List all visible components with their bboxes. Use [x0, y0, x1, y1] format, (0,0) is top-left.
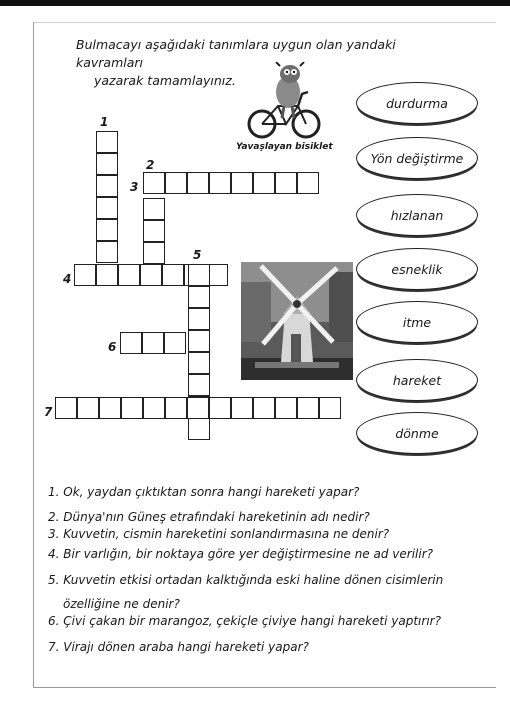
- crossword-cell: [121, 397, 143, 419]
- crossword-cell: [143, 172, 165, 194]
- concept-hareket: hareket: [356, 359, 478, 401]
- concept-hizlanan: hızlanan: [356, 194, 478, 236]
- crossword-cell: [74, 264, 96, 286]
- crossword-cell: [231, 172, 253, 194]
- clue-number-3: 3: [130, 180, 139, 194]
- crossword-cell: [99, 397, 121, 419]
- crossword-cell: [253, 172, 275, 194]
- crossword-cell: [142, 332, 164, 354]
- clue-number-5: 5: [193, 248, 202, 262]
- crossword-cell: [96, 197, 118, 219]
- question-6: 6. Çivi çakan bir marangoz, çekiçle çiviye hangi hareketi yaptırır?: [48, 614, 441, 628]
- crossword-cell: [164, 332, 186, 354]
- crossword-cell: [96, 153, 118, 175]
- bike-caption: Yavaşlayan bisiklet: [236, 142, 333, 152]
- clue-number-1: 1: [100, 115, 109, 129]
- concept-yon-degistirme: Yön değiştirme: [356, 137, 478, 179]
- crossword-cell: [120, 332, 142, 354]
- clue-number-2: 2: [146, 158, 155, 172]
- crossword-cell: [209, 397, 231, 419]
- instruction-line-2: yazarak tamamlayınız.: [94, 73, 236, 88]
- crossword-cell: [118, 264, 140, 286]
- crossword-cell: [187, 397, 209, 419]
- crossword-cell: [209, 172, 231, 194]
- crossword-cell: [231, 397, 253, 419]
- crossword-cell: [188, 330, 210, 352]
- crossword-cell: [188, 374, 210, 396]
- crossword-cell: [275, 397, 297, 419]
- crossword-cell: [96, 219, 118, 241]
- clue-number-4: 4: [63, 272, 72, 286]
- question-7: 7. Virajı dönen araba hangi hareketi yapar?: [48, 640, 309, 654]
- question-1: 1. Ok, yaydan çıktıktan sonra hangi hareketi yapar?: [48, 485, 360, 499]
- crossword-cell: [275, 172, 297, 194]
- crossword-cell: [187, 172, 209, 194]
- crossword-cell: [96, 131, 118, 153]
- question-4: 4. Bir varlığın, bir noktaya göre yer değiştirmesine ne ad verilir?: [48, 547, 434, 561]
- question-2: 2. Dünya'nın Güneş etrafındaki hareketinin adı nedir?: [48, 510, 370, 524]
- question-5: 5. Kuvvetin etkisi ortadan kalktığında eski haline dönen cisimlerin: [48, 573, 444, 587]
- crossword-cell: [165, 172, 187, 194]
- clue-number-6: 6: [108, 340, 117, 354]
- crossword-cell: [188, 286, 210, 308]
- crossword-cell: [188, 418, 210, 440]
- crossword-cell: [96, 264, 118, 286]
- crossword-cell: [77, 397, 99, 419]
- crossword-cell: [55, 397, 77, 419]
- crossword-cell: [162, 264, 184, 286]
- concept-esneklik: esneklik: [356, 248, 478, 290]
- crossword-cell: [188, 308, 210, 330]
- crossword-cell: [253, 397, 275, 419]
- cyclist-illustration: [246, 62, 322, 140]
- concept-durdurma: durdurma: [356, 82, 478, 124]
- question-3: 3. Kuvvetin, cismin hareketini sonlandırmasına ne denir?: [48, 527, 390, 541]
- clue-number-7: 7: [44, 405, 53, 419]
- windmill-photo: [241, 262, 353, 380]
- crossword-cell: [143, 220, 165, 242]
- crossword-cell: [143, 242, 165, 264]
- question-5-continued: özelliğine ne denir?: [63, 597, 180, 611]
- crossword-cell: [143, 198, 165, 220]
- crossword-cell: [96, 241, 118, 263]
- instruction-line-1: Bulmacayı aşağıdaki tanımlara uygun olan yandaki kavramları: [76, 37, 396, 70]
- crossword-cell: [140, 264, 162, 286]
- crossword-cell: [319, 397, 341, 419]
- crossword-cell: [96, 175, 118, 197]
- crossword-cell: [165, 397, 187, 419]
- scan-top-edge: [0, 0, 510, 6]
- crossword-cell: [143, 397, 165, 419]
- crossword-cell: [297, 172, 319, 194]
- crossword-cell: [188, 264, 210, 286]
- crossword-cell: [188, 352, 210, 374]
- crossword-cell: [297, 397, 319, 419]
- concept-donme: dönme: [356, 412, 478, 454]
- concept-itme: itme: [356, 301, 478, 343]
